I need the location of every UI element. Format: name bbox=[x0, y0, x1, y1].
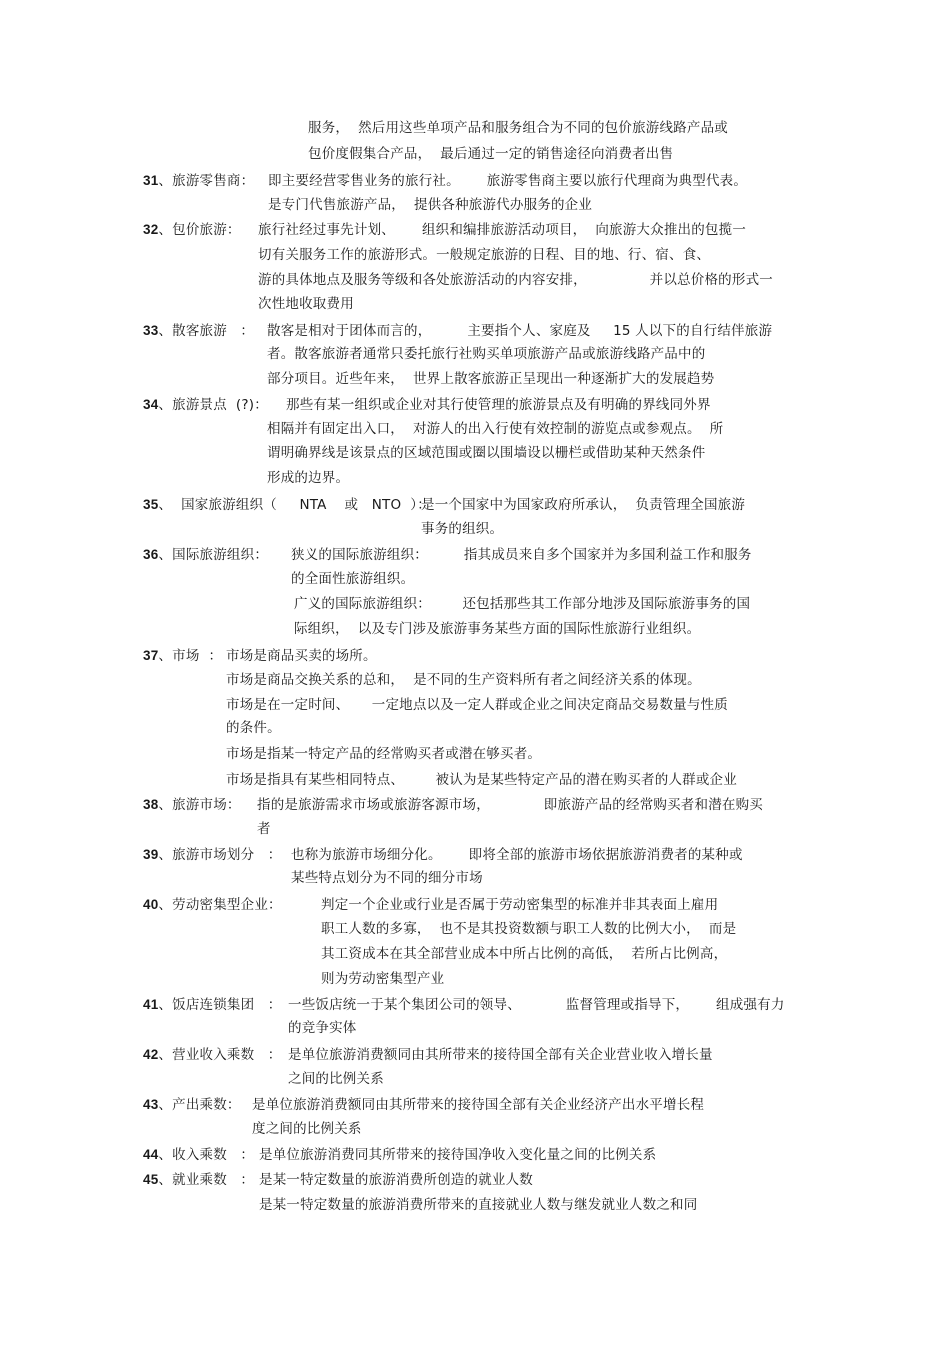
term-number: 39 bbox=[143, 847, 159, 862]
term-number: 41 bbox=[143, 997, 159, 1012]
term-heading: 、市场 ： bbox=[158, 648, 223, 664]
definition-line: 度之间的比例关系 bbox=[252, 1121, 362, 1137]
definition-line: 事务的组织。 bbox=[421, 521, 504, 537]
definition-line: 市场是商品交换关系的总和， 是不同的生产资料所有者之间经济关系的体现。 bbox=[226, 672, 701, 688]
definition-line: 那些有某一组织或企业对其行使管理的旅游景点及有明确的界线同外界 bbox=[286, 397, 711, 413]
definition-line: 其工资成本在其全部营业成本中所占比例的高低， 若所占比例高， bbox=[321, 946, 728, 962]
definition-line: 游的具体地点及服务等级和各处旅游活动的内容安排， 并以总价格的形式一 bbox=[258, 272, 773, 288]
term-number: 38 bbox=[143, 797, 159, 812]
definition-line: 是某一特定数量的旅游消费所带来的直接就业人数与继发就业人数之和同 bbox=[259, 1197, 698, 1213]
definition-line: 广义的国际旅游组织： 还包括那些其工作部分地涉及国际旅游事务的国 bbox=[294, 596, 751, 612]
definition-line: 是一个国家中为国家政府所承认， 负责管理全国旅游 bbox=[421, 497, 746, 513]
definition-line: 者。散客旅游者通常只委托旅行社购买单项旅游产品或旅游线路产品中的 bbox=[267, 346, 706, 362]
term-number: 42 bbox=[143, 1047, 159, 1062]
term-heading: 、散客旅游 ： bbox=[158, 323, 255, 339]
definition-line: 的竞争实体 bbox=[288, 1020, 357, 1036]
term-heading: 、旅游市场： bbox=[158, 797, 241, 813]
definition-line: 市场是指某一特定产品的经常购买者或潜在够买者。 bbox=[226, 746, 542, 762]
definition-line: 即主要经营零售业务的旅行社。 旅游零售商主要以旅行代理商为典型代表。 bbox=[268, 173, 748, 189]
term-heading: 、国际旅游组织： bbox=[158, 547, 269, 563]
definition-line: 旅行社经过事先计划、 组织和编排旅游活动项目， 向旅游大众推出的包揽一 bbox=[258, 222, 747, 238]
term-number: 34 bbox=[143, 397, 159, 412]
definition-line: 散客是相对于团体而言的， 主要指个人、家庭及 15 人以下的自行结伴旅游 bbox=[267, 323, 773, 339]
term-number: 31 bbox=[143, 173, 159, 188]
term-heading: 、 国家旅游组织（ NTA 或 NTO ）： bbox=[158, 497, 431, 513]
term-number: 43 bbox=[143, 1097, 159, 1112]
definition-line: 也称为旅游市场细分化。 即将全部的旅游市场依据旅游消费者的某种或 bbox=[291, 847, 743, 863]
definition-line: 是单位旅游消费额同由其所带来的接待国全部有关企业经济产出水平增长程 bbox=[252, 1097, 705, 1113]
term-heading: 、劳动密集型企业： bbox=[158, 897, 282, 913]
intro-line-1: 服务， 然后用这些单项产品和服务组合为不同的包价旅游线路产品或 bbox=[308, 120, 728, 136]
definition-line: 是单位旅游消费同其所带来的接待国净收入变化量之间的比例关系 bbox=[259, 1147, 657, 1163]
term-heading: 、产出乘数： bbox=[158, 1097, 241, 1113]
definition-line: 是单位旅游消费额同由其所带来的接待国全部有关企业营业收入增长量 bbox=[288, 1047, 713, 1063]
definition-line: 市场是商品买卖的场所。 bbox=[226, 648, 377, 664]
definition-line: 相隔并有固定出入口， 对游人的出入行使有效控制的游览点或参观点。 所 bbox=[267, 421, 724, 437]
term-heading: 、旅游零售商： bbox=[158, 173, 255, 189]
definition-line: 指的是旅游需求市场或旅游客源市场， 即旅游产品的经常购买者和潜在购买 bbox=[257, 797, 763, 813]
definition-line: 的条件。 bbox=[226, 720, 281, 736]
term-number: 35 bbox=[143, 497, 159, 512]
definition-line: 形成的边界。 bbox=[267, 470, 350, 486]
definition-line: 际组织， 以及专门涉及旅游事务某些方面的国际性旅游行业组织。 bbox=[294, 621, 701, 637]
definition-line: 的全面性旅游组织。 bbox=[291, 571, 415, 587]
term-number: 33 bbox=[143, 323, 159, 338]
definition-line: 是某一特定数量的旅游消费所创造的就业人数 bbox=[259, 1172, 533, 1188]
term-number: 40 bbox=[143, 897, 159, 912]
term-heading: 、营业收入乘数 ： bbox=[158, 1047, 282, 1063]
definition-line: 市场是指具有某些相同特点、 被认为是某些特定产品的潜在购买者的人群或企业 bbox=[226, 772, 737, 788]
term-heading: 、收入乘数 ： bbox=[158, 1147, 255, 1163]
term-number: 44 bbox=[143, 1147, 159, 1162]
definition-line: 是专门代售旅游产品， 提供各种旅游代办服务的企业 bbox=[268, 197, 593, 213]
definition-line: 职工人数的多寡， 也不是其投资数额与职工人数的比例大小， 而是 bbox=[321, 921, 737, 937]
definition-line: 谓明确界线是该景点的区域范围或圈以围墙设以栅栏或借助某种天然条件 bbox=[267, 445, 706, 461]
term-heading: 、旅游景点 (?)： bbox=[158, 397, 268, 413]
definition-line: 市场是在一定时间、 一定地点以及一定人群或企业之间决定商品交易数量与性质 bbox=[226, 697, 728, 713]
term-number: 32 bbox=[143, 222, 159, 237]
definition-line: 次性地收取费用 bbox=[258, 296, 354, 312]
definition-line: 者 bbox=[257, 821, 271, 837]
term-heading: 、就业乘数 ： bbox=[158, 1172, 255, 1188]
definition-line: 之间的比例关系 bbox=[288, 1071, 384, 1087]
definition-line: 切有关服务工作的旅游形式。一般规定旅游的日程、目的地、行、宿、食、 bbox=[258, 247, 711, 263]
definition-line: 部分项目。近些年来， 世界上散客旅游正呈现出一种逐渐扩大的发展趋势 bbox=[267, 371, 715, 387]
term-number: 36 bbox=[143, 547, 159, 562]
definition-line: 一些饭店统一于某个集团公司的领导、 监督管理或指导下， 组成强有力 bbox=[288, 997, 785, 1013]
definition-line: 则为劳动密集型产业 bbox=[321, 971, 445, 987]
term-heading: 、包价旅游： bbox=[158, 222, 241, 238]
definition-line: 狭义的国际旅游组织： 指其成员来自多个国家并为多国利益工作和服务 bbox=[291, 547, 752, 563]
term-heading: 、旅游市场划分 ： bbox=[158, 847, 282, 863]
term-number: 45 bbox=[143, 1172, 159, 1187]
term-heading: 、饭店连锁集团 ： bbox=[158, 997, 282, 1013]
term-number: 37 bbox=[143, 648, 159, 663]
intro-line-2: 包价度假集合产品， 最后通过一定的销售途径向消费者出售 bbox=[308, 146, 674, 162]
definition-line: 判定一个企业或行业是否属于劳动密集型的标准并非其表面上雇用 bbox=[321, 897, 719, 913]
definition-line: 某些特点划分为不同的细分市场 bbox=[291, 870, 483, 886]
